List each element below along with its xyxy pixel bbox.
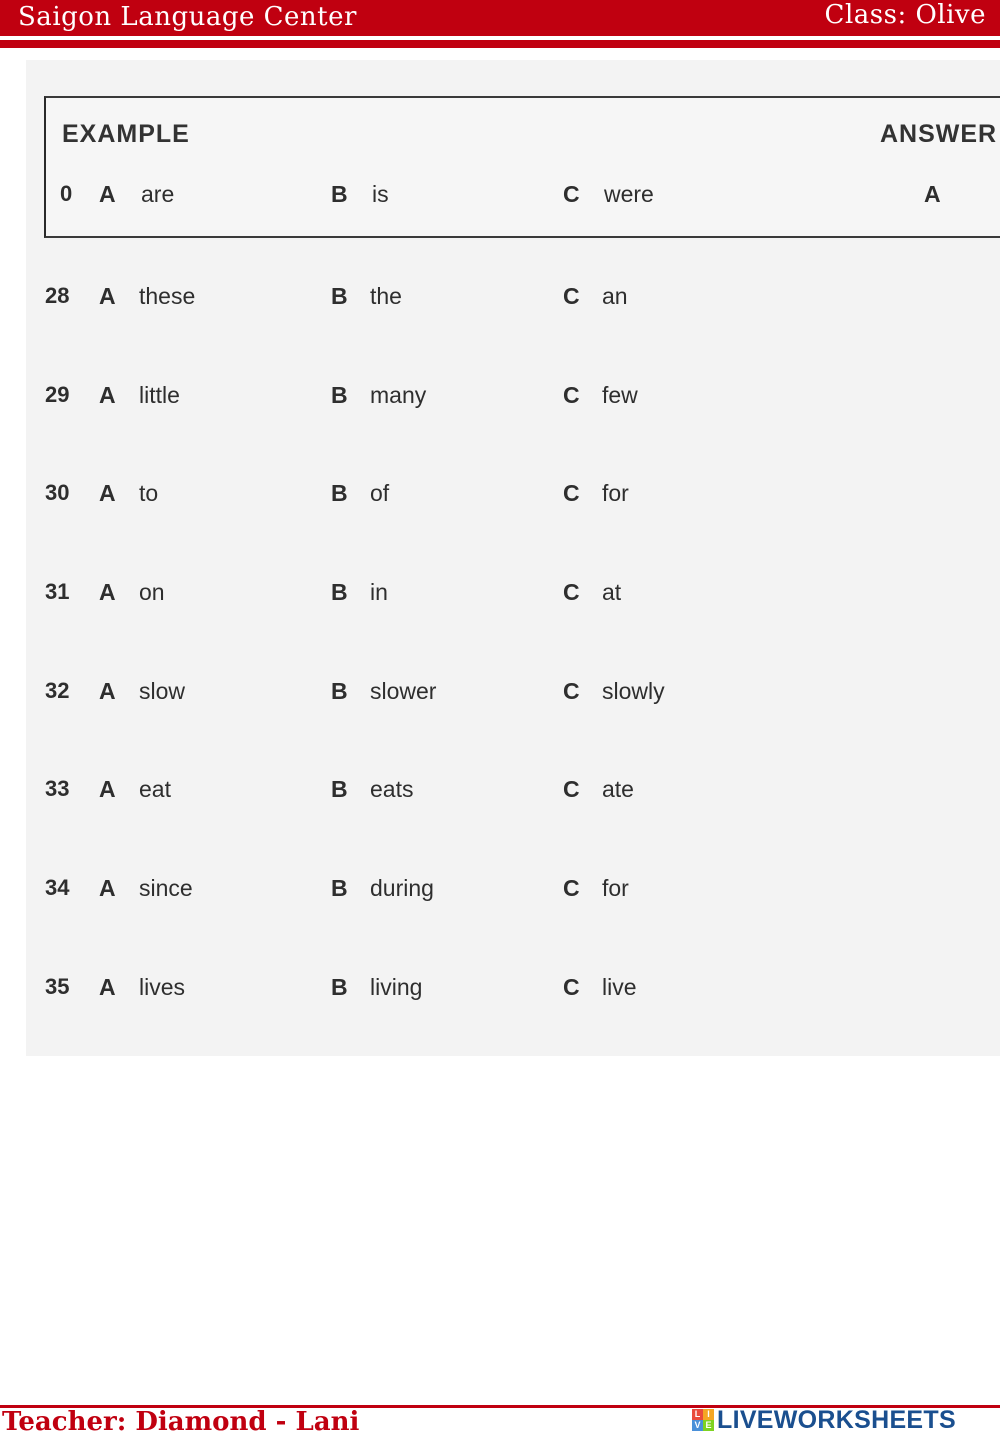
option-c[interactable]: slowly <box>602 678 665 704</box>
question-row <box>0 283 1000 323</box>
logo-letter: E <box>703 1420 714 1431</box>
example-label: EXAMPLE <box>62 120 190 148</box>
option-a[interactable]: these <box>139 283 196 309</box>
option-b[interactable]: eats <box>370 776 414 802</box>
question-number: 32 <box>45 678 70 703</box>
question-row <box>0 480 1000 520</box>
option-letter-b: B <box>331 776 348 802</box>
option-letter-b: B <box>331 974 348 1000</box>
option-letter-c: C <box>563 181 580 207</box>
liveworksheets-logo[interactable] <box>692 1405 956 1435</box>
question-number: 33 <box>45 776 70 801</box>
question-number: 34 <box>45 875 70 900</box>
option-letter-a: A <box>99 181 116 207</box>
option-b[interactable]: living <box>370 974 423 1000</box>
option-b[interactable]: during <box>370 875 434 901</box>
option-letter-c: C <box>563 875 580 901</box>
teacher-name: Teacher: Diamond - Lani <box>2 1407 360 1437</box>
option-c[interactable]: at <box>602 579 622 605</box>
option-b[interactable]: in <box>370 579 388 605</box>
question-number: 28 <box>45 283 70 308</box>
class-name: Class: Olive <box>824 0 986 30</box>
option-letter-a: A <box>99 776 116 802</box>
option-letter-c: C <box>563 678 580 704</box>
logo-letter: L <box>692 1409 703 1420</box>
answer-label: ANSWER <box>880 120 998 148</box>
logo-text: LIVEWORKSHEETS <box>717 1405 956 1434</box>
option-letter-b: B <box>331 678 348 704</box>
option-letter-c: C <box>563 283 580 309</box>
option-a[interactable]: lives <box>139 974 186 1000</box>
option-c[interactable]: for <box>602 875 629 901</box>
question-number: 29 <box>45 382 70 407</box>
option-a[interactable]: little <box>139 382 180 408</box>
question-row <box>0 875 1000 915</box>
option-letter-a: A <box>99 974 116 1000</box>
header-divider <box>0 40 1000 48</box>
question-row <box>0 579 1000 619</box>
question-number: 0 <box>60 181 73 206</box>
option-letter-c: C <box>563 579 580 605</box>
option-letter-a: A <box>99 283 116 309</box>
option-b[interactable]: the <box>370 283 402 309</box>
option-a[interactable]: eat <box>139 776 171 802</box>
option-letter-b: B <box>331 875 348 901</box>
option-letter-c: C <box>563 382 580 408</box>
option-b[interactable]: many <box>370 382 427 408</box>
example-answer: A <box>924 181 941 207</box>
question-row <box>0 974 1000 1014</box>
example-row <box>0 181 1000 221</box>
option-c[interactable]: an <box>602 283 628 309</box>
logo-letter: I <box>703 1409 714 1420</box>
option-letter-c: C <box>563 974 580 1000</box>
question-number: 31 <box>45 579 70 604</box>
option-letter-b: B <box>331 382 348 408</box>
option-c[interactable]: few <box>602 382 638 408</box>
option-b[interactable]: of <box>370 480 390 506</box>
option-a[interactable]: since <box>139 875 193 901</box>
option-c[interactable]: live <box>602 974 637 1000</box>
question-row <box>0 776 1000 816</box>
liveworksheets-icon <box>692 1409 714 1431</box>
option-letter-b: B <box>331 181 348 207</box>
option-a: are <box>141 181 175 207</box>
option-letter-a: A <box>99 579 116 605</box>
question-row <box>0 382 1000 422</box>
header-bar <box>0 0 1000 36</box>
option-a[interactable]: to <box>139 480 159 506</box>
option-a[interactable]: on <box>139 579 165 605</box>
option-letter-b: B <box>331 480 348 506</box>
option-c: were <box>604 181 654 207</box>
option-letter-c: C <box>563 776 580 802</box>
option-letter-b: B <box>331 579 348 605</box>
option-letter-c: C <box>563 480 580 506</box>
option-b: is <box>372 181 389 207</box>
option-letter-b: B <box>331 283 348 309</box>
logo-letter: V <box>692 1420 703 1431</box>
option-letter-a: A <box>99 382 116 408</box>
option-a[interactable]: slow <box>139 678 186 704</box>
option-b[interactable]: slower <box>370 678 437 704</box>
question-row <box>0 678 1000 718</box>
question-number: 30 <box>45 480 70 505</box>
center-name: Saigon Language Center <box>18 2 357 32</box>
option-c[interactable]: for <box>602 480 629 506</box>
option-letter-a: A <box>99 875 116 901</box>
question-number: 35 <box>45 974 70 999</box>
option-c[interactable]: ate <box>602 776 634 802</box>
option-letter-a: A <box>99 678 116 704</box>
option-letter-a: A <box>99 480 116 506</box>
